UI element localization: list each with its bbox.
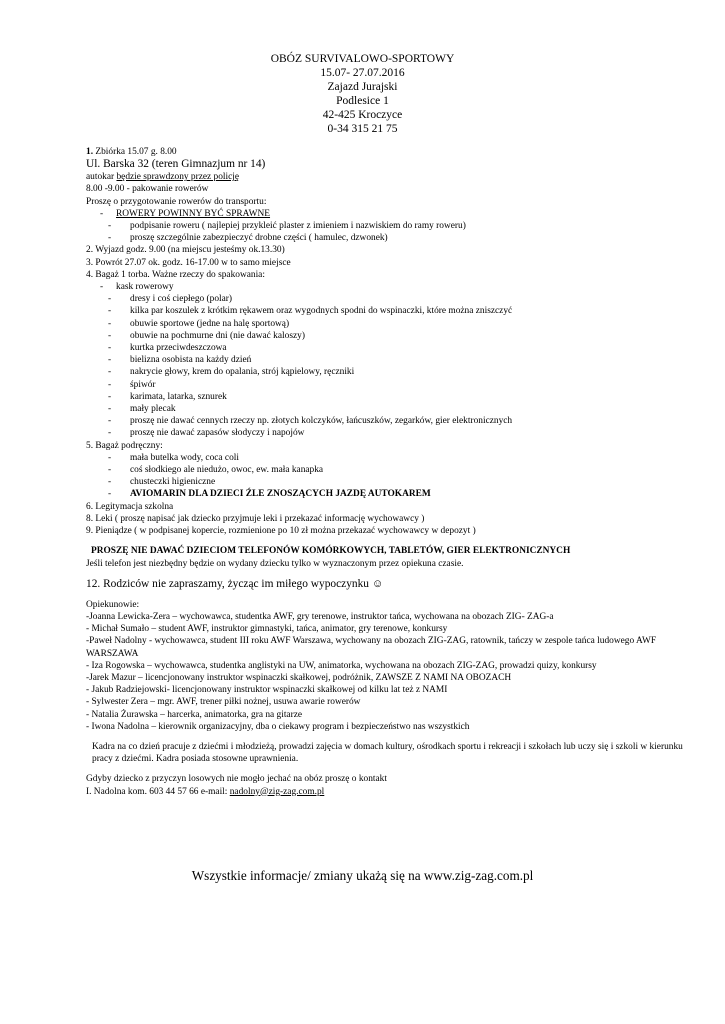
- section-1-bike-request: Proszę o przygotowanie rowerów do transportu:: [86, 196, 267, 207]
- luggage-item: - obuwie na pochmurne dni (nie dawać kaloszy): [86, 330, 686, 342]
- luggage-item: - karimata, latarka, sznurek: [86, 391, 686, 403]
- luggage-item-text: kilka par koszulek z krótkim rękawem oraz wygodnych spodni do wspinaczki, które można zniszczyć: [130, 306, 513, 317]
- guardian-entry: -Jarek Mazur – licencjonowany instruktor wspinaczki skałkowej, podróżnik, ZAWSZE Z NAMI NA OBOZACH: [86, 672, 512, 683]
- guardian-entry: - Natalia Żurawska – harcerka, animatorka, gra na gitarze: [86, 709, 303, 720]
- section-8-medicine: 8. Leki ( proszę napisać jak dziecko przyjmuje leki i przekazać informację wychowawcy ): [86, 513, 425, 524]
- hand-luggage-item: - mała butelka wody, coca coli: [86, 452, 686, 464]
- luggage-item-text: obuwie sportowe (jedne na halę sportową): [130, 318, 290, 329]
- bus-note-underlined: będzie sprawdzony przez policję: [116, 172, 240, 183]
- bus-note-prefix: autokar: [86, 172, 117, 183]
- document-header: [0, 52, 725, 136]
- luggage-item: - kilka par koszulek z krótkim rękawem oraz wygodnych spodni do wspinaczki, które można zniszczyć: [86, 305, 686, 317]
- no-phones-warning: PROSZĘ NIE DAWAĆ DZIECIOM TELEFONÓW KOMÓRKOWYCH, TABLETÓW, GIER ELEKTRONICZNYCH: [91, 546, 571, 557]
- luggage-item-text: bielizna osobista na każdy dzień: [130, 355, 252, 366]
- section-12-parents: 12. Rodziców nie zapraszamy, życząc im miłego wypoczynku ☺: [86, 577, 384, 590]
- guardian-entry: - Sylwester Zera – mgr. AWF, trener piłki nożnej, usuwa awarie rowerów: [86, 697, 361, 708]
- hand-luggage-item-text: mała butelka wody, coca coli: [130, 452, 239, 463]
- bike-bullet: - podpisanie roweru ( najlepiej przykleić plaster z imieniem i nazwiskiem do ramy roweru): [86, 220, 686, 232]
- venue-phone: 0-34 315 21 75: [327, 123, 398, 135]
- hand-luggage-item: - AVIOMARIN DLA DZIECI ŹLE ZNOSZĄCYCH JAZDĘ AUTOKAREM: [86, 488, 686, 500]
- luggage-item-text: mały plecak: [130, 404, 176, 415]
- luggage-item: - kurtka przeciwdeszczowa: [86, 342, 686, 354]
- hand-luggage-item: - chusteczki higieniczne: [86, 476, 686, 488]
- luggage-item: - bielizna osobista na każdy dzień: [86, 354, 686, 366]
- luggage-item: - obuwie sportowe (jedne na halę sportową): [86, 318, 686, 330]
- bike-bullet-text: podpisanie roweru ( najlepiej przykleić plaster z imieniem i nazwiskiem do ramy roweru): [130, 221, 466, 232]
- section-4-title: 4. Bagaż 1 torba. Ważne rzeczy do spakowania:: [86, 269, 265, 280]
- hand-luggage-item: - coś słodkiego ale niedużo, owoc, ew. mała kanapka: [86, 464, 686, 476]
- camp-dates: 15.07- 27.07.2016: [320, 67, 405, 79]
- luggage-item-text: śpiwór: [130, 379, 156, 390]
- guardian-entry: -Paweł Nadolny - wychowawca, student III roku AWF Warszawa, wychowany na obozach ZIG-ZAG, ratownik, tańczy w zespole tańca ludowego AWF WARSZAWA: [86, 636, 657, 659]
- phone-note: Jeśli telefon jest niezbędny będzie on wydany dziecku tylko w wyznaczonym przez opiekuna czasie.: [86, 558, 464, 569]
- bike-bullet-text: ROWERY POWINNY BYĆ SPRAWNE: [116, 208, 271, 219]
- closing-note: Wszystkie informacje/ zmiany ukażą się na www.zig-zag.com.pl: [191, 868, 534, 883]
- section-1-heading: [86, 146, 686, 158]
- luggage-item: - dresy i coś ciepłego (polar): [86, 293, 686, 305]
- luggage-item: - proszę nie dawać cennych rzeczy np. złotych kolczyków, łańcuszków, zegarków, gier elektronicznych: [86, 415, 686, 427]
- guardian-entry: -Joanna Lewicka-Zera – wychowawca, studentka AWF, gry terenowe, instruktor tańca, wychowana na obozach ZIG- ZAG-a: [86, 611, 554, 622]
- section-1-meeting: Zbiórka 15.07 g. 8.00: [93, 147, 177, 157]
- luggage-item: - proszę nie dawać zapasów słodyczy i napojów: [86, 427, 686, 439]
- contact-email-link[interactable]: nadolny@zig-zag.com.pl: [229, 786, 325, 797]
- bike-bullet: - ROWERY POWINNY BYĆ SPRAWNE: [86, 208, 686, 220]
- hand-luggage-item-text: chusteczki higieniczne: [130, 477, 216, 488]
- luggage-item-text: obuwie na pochmurne dni (nie dawać kaloszy): [130, 330, 305, 341]
- venue-address-line2: 42-425 Kroczyce: [322, 109, 403, 121]
- contact-line: Gdyby dziecko z przyczyn losowych nie mogło jechać na obóz proszę o kontakt: [86, 774, 387, 785]
- guardian-entry: - Iza Rogowska – wychowawca, studentka anglistyki na UW, animatorka, wychowana na obozach ZIG-ZAG, prowadzi quizy, konkursy: [86, 660, 597, 671]
- luggage-item-text: kurtka przeciwdeszczowa: [130, 343, 227, 354]
- section-1-packing-time: 8.00 -9.00 - pakowanie rowerów: [86, 184, 209, 195]
- staff-note: Kadra na co dzień pracuje z dziećmi i młodzieżą, prowadzi zajęcia w domach kultury, ośrodkach sportu i rekreacji i szkołach lub uczy się i szkoli w kierunku pracy z dziećmi. Kadra posiada stosowne uprawnienia.: [92, 741, 683, 765]
- luggage-item-text: kask rowerowy: [116, 282, 174, 293]
- guardian-entry: - Jakub Radziejowski- licencjonowany instruktor wspinaczki skałkowej od kilku lat też z NAMI: [86, 685, 448, 696]
- contact-phone: I. Nadolna kom. 603 44 57 66 e-mail:: [86, 786, 230, 797]
- section-6-id: 6. Legitymacja szkolna: [86, 501, 174, 512]
- section-3-return: 3. Powrót 27.07 ok. godz. 16-17.00 w to samo miejsce: [86, 257, 291, 268]
- contact-details: [86, 786, 686, 798]
- bike-bullet-text: proszę szczególnie zabezpieczyć drobne części ( hamulec, dzwonek): [130, 233, 388, 244]
- luggage-item-text: proszę nie dawać zapasów słodyczy i napojów: [130, 428, 305, 439]
- section-9-money: 9. Pieniądze ( w podpisanej kopercie, rozmienione po 10 zł można przekazać wychowawcy w depozyt ): [86, 526, 476, 537]
- venue-address-line1: Podlesice 1: [336, 95, 389, 107]
- section-5-title: 5. Bagaż podręczny:: [86, 440, 163, 451]
- guardian-entry: - Iwona Nadolna – kierownik organizacyjny, dba o ciekawy program i bezpieczeństwo nas wszystkich: [86, 721, 470, 732]
- luggage-item-text: karimata, latarka, sznurek: [130, 391, 227, 402]
- luggage-item: - kask rowerowy: [86, 281, 686, 293]
- luggage-item-text: dresy i coś ciepłego (polar): [130, 294, 233, 305]
- venue-name: Zajazd Jurajski: [327, 81, 398, 93]
- section-1-address: Ul. Barska 32 (teren Gimnazjum nr 14): [86, 158, 266, 171]
- camp-title: OBÓZ SURVIVALOWO-SPORTOWY: [270, 53, 455, 65]
- aviomarin-note: AVIOMARIN DLA DZIECI ŹLE ZNOSZĄCYCH JAZDĘ AUTOKAREM: [130, 489, 431, 500]
- luggage-item: - nakrycie głowy, krem do opalania, strój kąpielowy, ręczniki: [86, 366, 686, 378]
- luggage-item: - mały plecak: [86, 403, 686, 415]
- hand-luggage-item-text: coś słodkiego ale niedużo, owoc, ew. mała kanapka: [130, 465, 324, 476]
- luggage-item: - śpiwór: [86, 379, 686, 391]
- luggage-item-text: proszę nie dawać cennych rzeczy np. złotych kolczyków, łańcuszków, zegarków, gier elektronicznych: [130, 416, 513, 427]
- guardians-title: Opiekunowie:: [86, 599, 140, 610]
- guardian-entry: - Michał Sumało – student AWF, instruktor gimnastyki, tańca, animator, gry terenowe, konkursy: [86, 624, 448, 635]
- section-2-departure: 2. Wyjazd godz. 9.00 (na miejscu jesteśmy ok.13.30): [86, 245, 285, 256]
- section-1-number: 1.: [86, 147, 94, 157]
- luggage-item-text: nakrycie głowy, krem do opalania, strój kąpielowy, ręczniki: [130, 367, 355, 378]
- bike-bullet: - proszę szczególnie zabezpieczyć drobne części ( hamulec, dzwonek): [86, 232, 686, 244]
- document-body: [86, 146, 686, 798]
- section-1-bus-note: [86, 171, 686, 183]
